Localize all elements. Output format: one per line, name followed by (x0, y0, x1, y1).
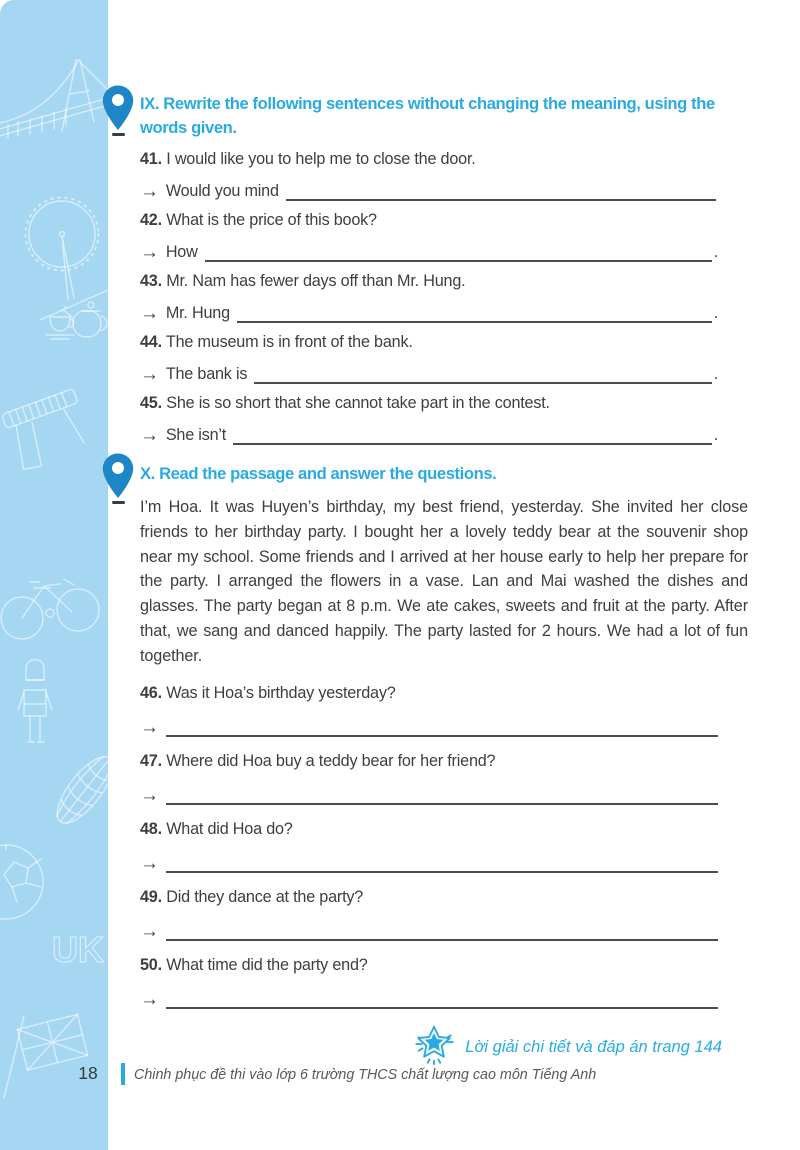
question-text: The museum is in front of the bank. (165, 333, 413, 351)
reading-item-50 (140, 955, 748, 1009)
answer-blank (237, 300, 712, 323)
exercise-ix (140, 92, 748, 445)
bicycle-icon (1, 579, 99, 639)
question-43 (140, 271, 748, 292)
pin-shadow (112, 501, 125, 504)
page-content (140, 92, 748, 1072)
question-number: 50. (140, 955, 162, 974)
question-number: 41. (140, 150, 162, 168)
location-pin-icon (101, 452, 135, 500)
answer-stem: Would you mind (165, 182, 279, 200)
arrow-icon: → (140, 242, 159, 263)
question-text: Did they dance at the party? (166, 887, 364, 906)
uk-text-icon: UK (52, 929, 104, 970)
arrow-icon: → (140, 852, 159, 874)
page-number: 18 (78, 1063, 98, 1083)
answer-stem: How (165, 243, 198, 261)
answer-period: . (713, 426, 718, 444)
answer-key-note (140, 1023, 722, 1072)
net-leaf-icon (48, 749, 108, 832)
exercise-ix-title (140, 92, 748, 140)
sidebar-illustrations (0, 0, 108, 1150)
reading-item-49 (140, 887, 748, 941)
section-ix-pin (101, 84, 135, 136)
answer-line-43 (140, 302, 718, 323)
question-text: Where did Hoa buy a teddy bear for her friend? (166, 751, 496, 770)
rewrite-item-42 (140, 210, 748, 262)
question-number: 44. (140, 333, 162, 351)
exercise-x (140, 462, 748, 1009)
answer-blank (205, 239, 712, 262)
section-x-pin (101, 452, 135, 504)
question-number: 47. (140, 751, 162, 770)
question-41 (140, 149, 748, 170)
arrow-icon: → (140, 425, 159, 446)
reading-passage: I’m Hoa. It was Huyen’s birthday, my best friend, yesterday. She invited her close friends to her birthday party. I bought her a lovely teddy bear at the souvenir shop near my school. Some friends and I arrived at her house early to help her prepare for the party. I arranged the flowers in a vase. Lan and Mai washed the dishes and glasses. The party began at 8 p.m. We ate cakes, sweets and fruit at the party. After that, we sang and danced happily. The party lasted for 2 hours. We had a lot of fun together. (140, 498, 748, 665)
deck-chair-icon (2, 389, 95, 473)
answer-line-44 (140, 363, 718, 384)
soccer-ball-icon (0, 845, 43, 919)
answer-blank (286, 178, 716, 201)
suspension-bridge-icon (0, 60, 108, 138)
answer-period: . (713, 243, 718, 261)
question-number: 43. (140, 272, 162, 290)
answer-stem: She isn’t (165, 426, 227, 444)
ferris-wheel-icon (26, 198, 109, 321)
answer-line-48 (140, 848, 718, 873)
reading-item-48 (140, 819, 748, 873)
answer-blank (233, 422, 712, 445)
question-48 (140, 819, 748, 840)
answer-blank (166, 982, 718, 1009)
answer-stem: Mr. Hung (165, 304, 230, 322)
footer-divider (121, 1063, 125, 1085)
arrow-icon: → (140, 181, 159, 202)
rewrite-item-45 (140, 393, 748, 445)
royal-guard-icon (18, 660, 52, 742)
question-49 (140, 887, 748, 908)
arrow-icon: → (140, 784, 159, 806)
arrow-icon: → (140, 364, 159, 385)
rewrite-item-41 (140, 149, 748, 201)
question-text: What is the price of this book? (166, 211, 377, 229)
arrow-icon: → (140, 303, 159, 324)
title-line: words given. (140, 118, 237, 137)
exercise-x-title: X. Read the passage and answer the questions. (140, 464, 497, 483)
question-text: What time did the party end? (166, 955, 368, 974)
question-number: 49. (140, 887, 162, 906)
arrow-icon: → (140, 988, 159, 1010)
question-text: What did Hoa do? (166, 819, 293, 838)
answer-line-45 (140, 424, 718, 445)
reading-item-46 (140, 683, 748, 737)
question-text: I would like you to help me to close the door. (166, 150, 476, 168)
question-number: 45. (140, 394, 162, 412)
question-text: She is so short that she cannot take part in the contest. (166, 394, 550, 412)
answer-line-49 (140, 916, 718, 941)
question-47 (140, 751, 748, 772)
answer-period: . (713, 365, 718, 383)
question-text: Was it Hoa’s birthday yesterday? (166, 683, 396, 702)
answer-key-note-text: Lời giải chi tiết và đáp án trang 144 (465, 1037, 722, 1056)
rewrite-item-44 (140, 332, 748, 384)
answer-line-41 (140, 180, 718, 201)
sparkle-star-icon (413, 1023, 455, 1072)
question-42 (140, 210, 748, 231)
answer-period: . (713, 304, 718, 322)
answer-line-46 (140, 712, 718, 737)
question-number: 46. (140, 683, 162, 702)
question-44 (140, 332, 748, 353)
question-50 (140, 955, 748, 976)
answer-line-50 (140, 984, 718, 1009)
arrow-icon: → (140, 716, 159, 738)
answer-blank (166, 778, 718, 805)
footer-title: Chinh phục đề thi vào lớp 6 trường THCS chất lượng cao môn Tiếng Anh (134, 1067, 597, 1083)
tea-set-icon (46, 302, 107, 339)
uk-flag-icon (4, 1014, 88, 1098)
question-46 (140, 683, 748, 704)
sidebar-decoration (0, 0, 108, 1150)
answer-line-42 (140, 241, 718, 262)
question-number: 42. (140, 211, 162, 229)
pin-shadow (112, 133, 125, 136)
answer-blank (254, 361, 711, 384)
reading-item-47 (140, 751, 748, 805)
answer-blank (166, 846, 718, 873)
rewrite-item-43 (140, 271, 748, 323)
answer-blank (166, 710, 718, 737)
answer-blank (166, 914, 718, 941)
title-line: IX. Rewrite the following sentences without changing the meaning, using the (140, 94, 715, 113)
question-number: 48. (140, 819, 162, 838)
arrow-icon: → (140, 920, 159, 942)
question-45 (140, 393, 748, 414)
answer-stem: The bank is (165, 365, 248, 383)
location-pin-icon (101, 84, 135, 132)
answer-line-47 (140, 780, 718, 805)
question-text: Mr. Nam has fewer days off than Mr. Hung. (166, 272, 466, 290)
